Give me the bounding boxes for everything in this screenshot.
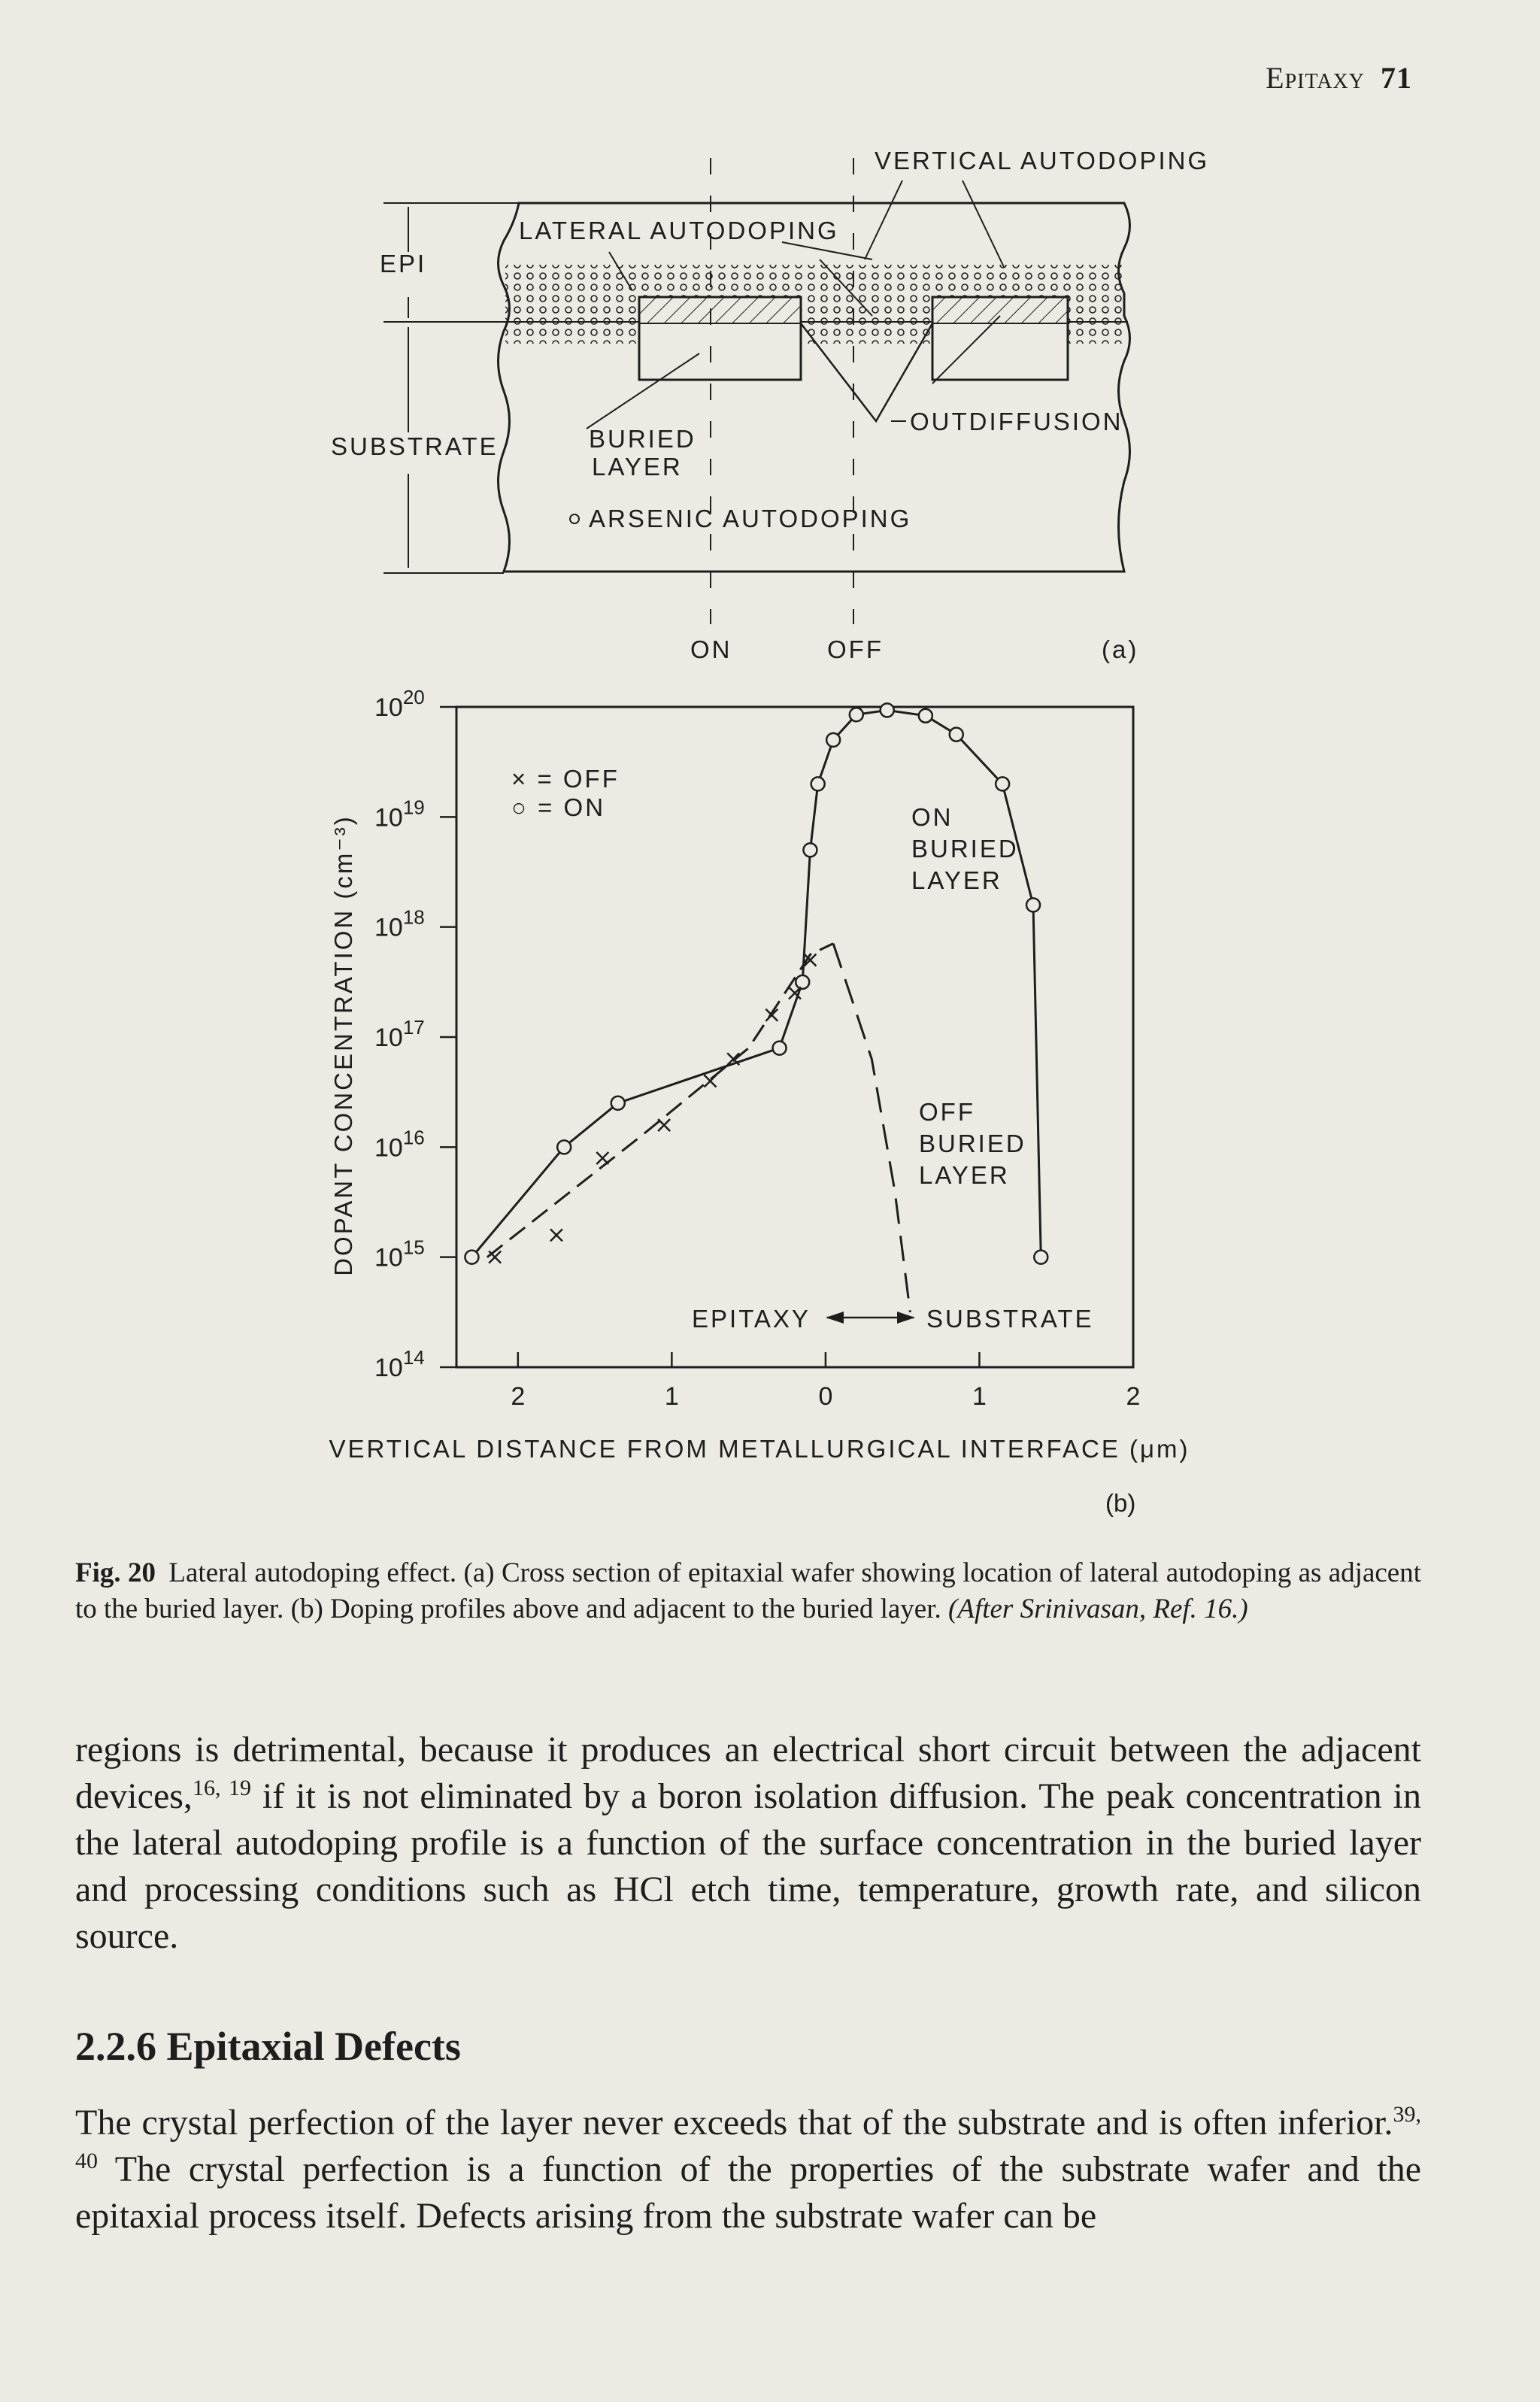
outdiffusion-label: OUTDIFFUSION [910, 408, 1123, 435]
off-data-point [658, 1119, 670, 1131]
on-data-point [796, 975, 809, 989]
paragraph-1-text-b: if it is not eliminated by a boron isolation diffusion. The peak concentration in the lateral autodoping profile is a function of the surface concentration in the buried layer and processing conditions such as HCl etch time, temperature, growth rate, and silicon source. [75, 1776, 1422, 1956]
on-buried-label-1: ON [911, 803, 953, 831]
on-data-point [811, 777, 825, 790]
y-axis-label: DOPANT CONCENTRATION (cm⁻³) [329, 814, 357, 1276]
y-tick-label: $10^{16}$ [374, 1126, 425, 1163]
paragraph-1-text-a: regions is detrimental, because it produces an electrical short circuit between the adjacent devices, [75, 1730, 1421, 1816]
epi-label: EPI [380, 250, 427, 278]
x-axis-label: VERTICAL DISTANCE FROM METALLURGICAL INTERFACE (μm) [329, 1435, 1190, 1463]
citation-refs: 39, 40 [75, 2102, 1421, 2173]
paragraph-2-text-b: The crystal perfection is a function of the properties of the substrate wafer and the epitaxial process itself. Defects arising from the substrate wafer can be [75, 2149, 1421, 2236]
off-data-point [596, 1152, 608, 1164]
x-tick-label: 2 [1126, 1382, 1141, 1411]
x-tick-label: 0 [818, 1382, 833, 1411]
epitaxy-label: EPITAXY [692, 1305, 811, 1333]
off-label: OFF [827, 635, 884, 663]
buried-layer-right-hatch [932, 297, 1068, 323]
substrate-arrow-label: SUBSTRATE [926, 1305, 1094, 1333]
lateral-autodoping-label: LATERAL AUTODOPING [519, 217, 839, 244]
y-tick-label: $10^{19}$ [374, 796, 425, 833]
on-data-point [826, 733, 840, 747]
section-heading: 2.2.6 Epitaxial Defects [75, 2024, 461, 2069]
caption-credit: (After Srinivasan, Ref. 16.) [948, 1594, 1248, 1624]
on-label: ON [690, 635, 732, 663]
on-data-point [611, 1096, 625, 1110]
panel-a-label: (a) [1102, 635, 1139, 663]
running-head-title: Epitaxy [1266, 61, 1365, 95]
figure-a-labels [331, 147, 1209, 663]
on-data-point [1026, 898, 1040, 911]
vertical-autodoping-label: VERTICAL AUTODOPING [875, 147, 1210, 174]
x-axis [511, 1352, 1140, 1411]
paragraph-1 [75, 1727, 1421, 1960]
on-data-point [850, 708, 863, 721]
y-axis [374, 686, 456, 1382]
on-data-point [557, 1140, 571, 1154]
y-tick-label: $10^{14}$ [374, 1346, 425, 1382]
substrate-label: SUBSTRATE [331, 432, 499, 460]
buried-layer-left-hatch [639, 297, 801, 323]
y-tick-label: $10^{17}$ [374, 1016, 425, 1052]
arsenic-autodoping-label: ARSENIC AUTODOPING [589, 505, 912, 532]
off-data-point [765, 1009, 778, 1021]
x-tick-label: 1 [972, 1382, 987, 1411]
off-data-point [489, 1251, 501, 1263]
x-tick-label: 1 [664, 1382, 679, 1411]
panel-b-label: (b) [1105, 1489, 1136, 1517]
page-number: 71 [1381, 61, 1412, 95]
on-buried-label-2: BURIED [911, 835, 1019, 863]
y-tick-label: $10^{15}$ [374, 1236, 425, 1272]
citation-refs: 16, 19 [192, 1776, 251, 1800]
on-data-point [996, 777, 1009, 790]
figure-b-chart [329, 686, 1190, 1517]
buried-layer-label-1: BURIED [589, 425, 696, 453]
on-data-point [881, 703, 894, 717]
y-tick-label: $10^{18}$ [374, 905, 425, 942]
off-buried-label-2: BURIED [919, 1130, 1026, 1157]
off-profile-rise [487, 944, 833, 1257]
figure-caption [75, 1555, 1421, 1627]
off-data-point [550, 1229, 562, 1241]
paragraph-2 [75, 2100, 1421, 2240]
on-data-point [773, 1042, 787, 1055]
caption-label: Fig. 20 [75, 1557, 156, 1588]
legend-off: × = OFF [511, 765, 620, 793]
arsenic-marker-icon [570, 514, 579, 523]
off-buried-label-3: LAYER [919, 1161, 1010, 1189]
legend-on: ○ = ON [511, 793, 606, 821]
off-data-point [705, 1075, 717, 1087]
on-data-point [1034, 1251, 1047, 1264]
x-tick-label: 2 [511, 1382, 526, 1411]
on-data-point [950, 728, 963, 742]
on-data-point [803, 843, 817, 857]
buried-layer-label-2: LAYER [592, 453, 683, 481]
on-data-point [919, 709, 932, 723]
paragraph-2-text-a: The crystal perfection of the layer never exceeds that of the substrate and is often inferior. [75, 2103, 1393, 2143]
off-buried-label-1: OFF [919, 1098, 975, 1126]
y-tick-label: $10^{20}$ [374, 686, 425, 722]
on-buried-label-3: LAYER [911, 866, 1002, 894]
on-data-point [465, 1251, 478, 1264]
caption-text: Lateral autodoping effect. (a) Cross section of epitaxial wafer showing location of lateral autodoping as adjacent to the buried layer. (b) Doping profiles above and adjacent to the buried layer. [75, 1557, 1422, 1624]
off-profile-fall [833, 944, 910, 1312]
